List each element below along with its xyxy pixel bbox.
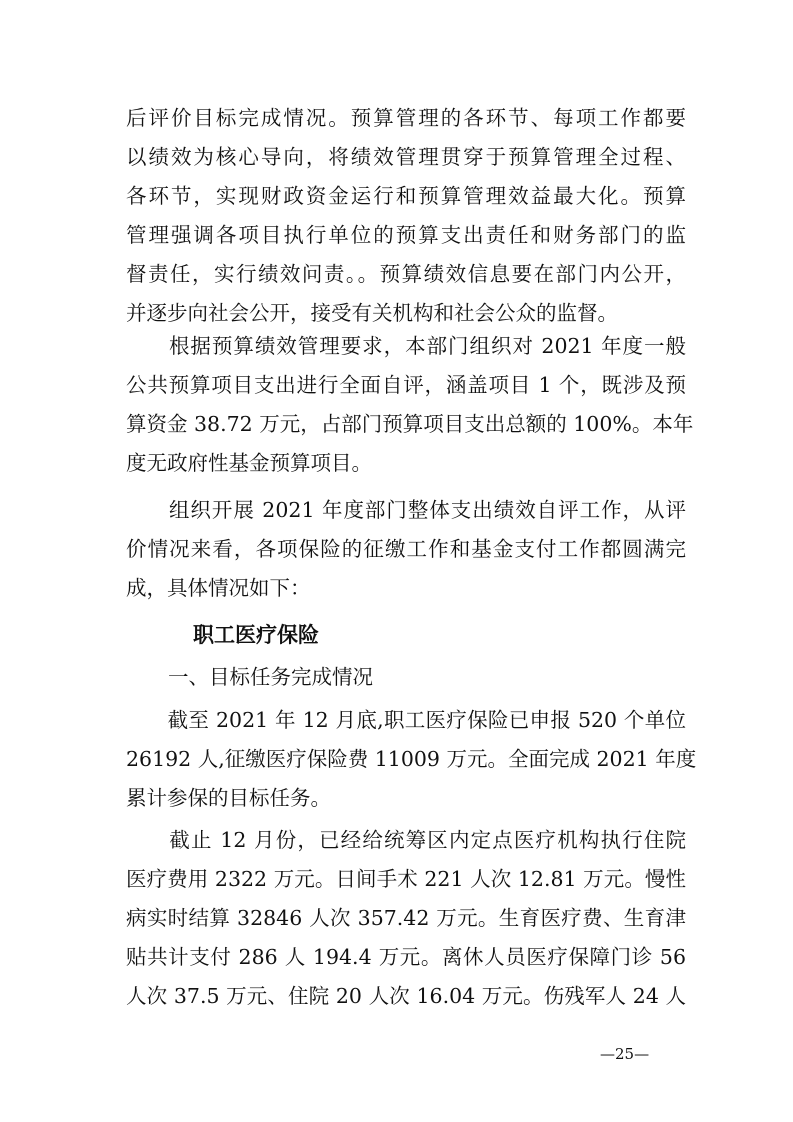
text-line: 后评价目标完成情况。预算管理的各环节、每项工作都要 xyxy=(126,106,686,130)
text-line: 以绩效为核心导向，将绩效管理贯穿于预算管理全过程、 xyxy=(126,145,686,169)
paragraph-self-evaluation-scope xyxy=(126,327,694,483)
text-line: 成，具体情况如下： xyxy=(126,576,311,600)
paragraph-performance-evaluation xyxy=(126,99,686,333)
paragraph-enrollment-summary xyxy=(126,701,697,818)
text-line: 截止 12 月份，已经给统筹区内定点医疗机构执行住院 xyxy=(126,828,686,852)
text-line: 组织开展 2021 年度部门整体支出绩效自评工作，从评 xyxy=(126,498,686,522)
text-line: 度无政府性基金预算项目。 xyxy=(126,451,372,475)
text-line: 截至 2021 年 12 月底,职工医疗保险已申报 520 个单位 xyxy=(126,708,686,732)
text-line: 督责任，实行绩效问责。。预算绩效信息要在部门内公开， xyxy=(126,262,686,286)
text-line: 算资金 38.72 万元，占部门预算项目支出总额的 100%。本年 xyxy=(126,412,694,436)
text-line: 贴共计支付 286 人 194.4 万元。离休人员医疗保障门诊 56 xyxy=(126,945,686,969)
section-heading: 职工医疗保险 xyxy=(193,623,319,647)
text-line: 价情况来看，各项保险的征缴工作和基金支付工作都圆满完 xyxy=(126,537,686,561)
text-line: 公共预算项目支出进行全面自评，涵盖项目 1 个，既涉及预 xyxy=(126,373,686,397)
page-number: —25— xyxy=(600,1045,650,1063)
text-line: 并逐步向社会公开，接受有关机构和社会公众的监督。 xyxy=(126,301,618,325)
subsection-heading: 一、目标任务完成情况 xyxy=(168,665,373,689)
text-line: 人次 37.5 万元、住院 20 人次 16.04 万元。伤残军人 24 人 xyxy=(126,984,686,1008)
text-line: 各环节，实现财政资金运行和预算管理效益最大化。预算 xyxy=(126,184,686,208)
paragraph-payment-summary xyxy=(126,821,686,1016)
paragraph-overall-evaluation xyxy=(126,491,686,608)
text-line: 26192 人,征缴医疗保险费 11009 万元。全面完成 2021 年度 xyxy=(126,747,697,771)
text-line: 累计参保的目标任务。 xyxy=(126,786,331,810)
text-line: 病实时结算 32846 人次 357.42 万元。生育医疗费、生育津 xyxy=(126,906,686,930)
text-line: 医疗费用 2322 万元。日间手术 221 人次 12.81 万元。慢性 xyxy=(126,867,686,891)
text-line: 根据预算绩效管理要求，本部门组织对 2021 年度一般 xyxy=(126,334,686,358)
text-line: 管理强调各项目执行单位的预算支出责任和财务部门的监 xyxy=(126,223,686,247)
